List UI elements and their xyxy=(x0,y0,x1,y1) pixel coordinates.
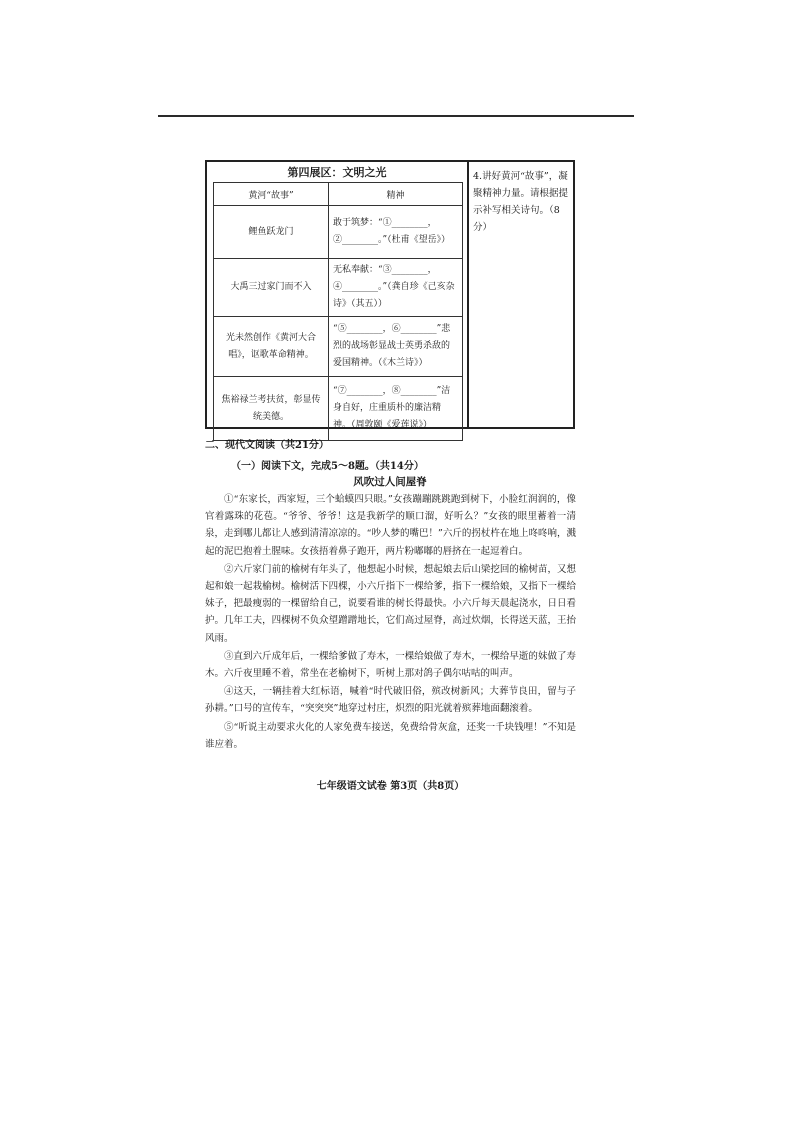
poem-table xyxy=(213,182,463,441)
header-spirit: 精神 xyxy=(329,183,463,206)
exhibit-box xyxy=(205,160,575,429)
story-cell: 光未然创作《黄河大合唱》，讴歌革命精神。 xyxy=(214,317,329,377)
spirit-cell: “⑦________，⑧________”洁身自好，庄重质朴的廉洁精神。（周敦颐《爱莲说》） xyxy=(329,377,463,441)
paragraph: ②六斤家门前的榆树有年头了，他想起小时候，想起娘去后山梁挖回的榆树苗，又想起和娘一起栽榆树。榆树活下四棵，小六斤指下一棵给爹，指下一棵给娘，又指下一棵给妹子，把最瘦弱的一棵留给自己，说要看谁的树长得最快。小六斤每天晨起浇水，日日看护。几年工夫，四棵树不负众望蹭蹭地长，它们高过屋脊，高过炊烟，长得送天蓝，王抬风雨。 xyxy=(205,563,576,644)
article-body xyxy=(205,491,576,754)
zone-title: 第四展区：文明之光 xyxy=(287,166,387,179)
paragraph: ①“东家长，西家短，三个蛤蟆四只眼。”女孩蹦蹦跳跳跑到树下，小脸红润润的，像官着露珠的花苞。“爷爷、爷爷！这是我新学的顺口溜，好听么？”女孩的眼里蓄着一清泉，走到哪儿都让人感到清清凉凉的。“吵人梦的嘴巴！”六斤的拐杖杵在地上咚咚响，溅起的泥巴抱着土腥味。女孩捂着鼻子跑开，两片粉嘟嘟的唇挤在一起逗着白。 xyxy=(205,494,576,557)
story-cell: 大禹三过家门而不入 xyxy=(214,259,329,317)
paragraph: ⑤“听说主动要求火化的人家免费车接送，免费给骨灰盒，还奖一千块钱哩！”不知是谁应着。 xyxy=(205,721,576,750)
section-heading: 二、现代文阅读（共21分） xyxy=(205,440,329,451)
column-divider xyxy=(467,162,469,427)
table-row xyxy=(214,206,463,259)
question-4: 4.讲好黄河“故事”，凝聚精神力量。请根据提示补写相关诗句。（8分） xyxy=(473,171,569,233)
table-row xyxy=(214,259,463,317)
story-cell: 焦裕禄兰考扶贫，彰显传统美德。 xyxy=(214,377,329,441)
header-story: 黄河“故事” xyxy=(214,183,329,206)
story-cell: 鲤鱼跃龙门 xyxy=(214,206,329,259)
spirit-cell: “⑤________，⑥________”悲烈的战场彰显战士英勇杀敌的爱国精神。（《木兰诗》） xyxy=(329,317,463,377)
table-header-row xyxy=(214,183,463,206)
page-footer: 七年级语文试卷 第3页（共8页） xyxy=(316,781,465,792)
table-row xyxy=(214,377,463,441)
sub-heading: （一）阅读下文，完成5～8题。（共14分） xyxy=(231,461,424,472)
table-row xyxy=(214,317,463,377)
paragraph: ④这天，一辆挂着大红标语，喊着“时代破旧俗，殡改树新风；大葬节良田，留与子孙耕。”口号的宣传车，“突突突”地穿过村庄，炽烈的阳光就着殡葬地面翻滚着。 xyxy=(205,686,576,715)
top-rule xyxy=(158,115,634,117)
story-title: 风吹过人间屋脊 xyxy=(353,476,427,488)
spirit-cell: 无私奉献：“③________，④________。”（龚自珍《己亥杂诗》（其五）） xyxy=(329,259,463,317)
spirit-cell: 敢于筑梦：“①________，②________。”（杜甫《望岳》） xyxy=(329,206,463,259)
paragraph: ③直到六斤成年后，一棵给爹做了寿木，一棵给娘做了寿木，一棵给早逝的妹做了寿木。六斤夜里睡不着，常坐在老榆树下，听树上那对鸽子偶尔咕咕的叫声。 xyxy=(205,650,576,680)
